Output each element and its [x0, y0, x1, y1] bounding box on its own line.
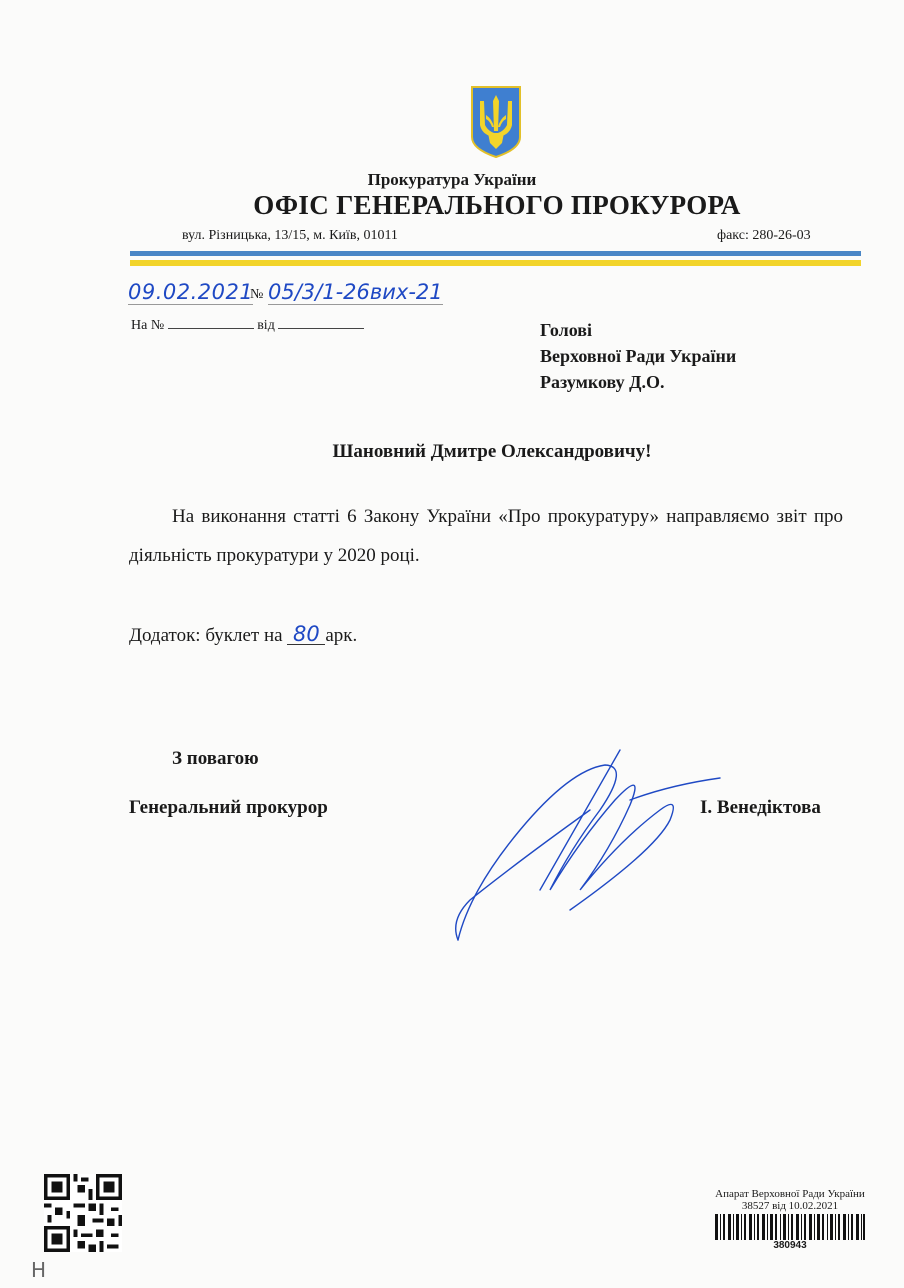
outgoing-date: 09.02.2021	[128, 280, 254, 304]
trident-coat-of-arms-icon	[470, 85, 522, 159]
reference-na-label: На №	[131, 318, 165, 333]
registration-office: Апарат Верховної Ради України	[715, 1188, 865, 1200]
registration-stamp	[700, 1188, 880, 1252]
reference-number-blank	[168, 328, 254, 329]
attachment-line	[129, 624, 357, 647]
organization-subtitle: Прокуратура України	[367, 170, 537, 189]
attachment-count: 80	[287, 624, 325, 645]
closing-regards: З повагою	[172, 748, 259, 769]
reference-line	[131, 318, 364, 334]
signer-name: І. Венедіктова	[700, 797, 821, 818]
attachment-label: Додаток: буклет на	[129, 625, 283, 646]
reference-date-blank	[278, 328, 364, 329]
organization-title: ОФІС ГЕНЕРАЛЬНОГО ПРОКУРОРА	[253, 190, 741, 220]
organization-address: вул. Різницька, 13/15, м. Київ, 01011	[182, 228, 398, 243]
addressee-line-1: Голові	[540, 320, 593, 340]
addressee-line-3: Разумкову Д.О.	[540, 372, 665, 392]
outgoing-number: 05/3/1-26вих-21	[268, 280, 443, 304]
reference-vid-label: від	[257, 318, 275, 333]
barcode	[715, 1214, 865, 1240]
handwritten-signature	[430, 740, 730, 950]
attachment-unit: арк.	[325, 625, 358, 646]
flag-stripe-blue	[130, 251, 861, 256]
number-sign: №	[250, 287, 264, 302]
organization-fax: факс: 280-26-03	[717, 228, 811, 243]
addressee-line-2: Верховної Ради України	[540, 346, 737, 366]
registration-entry: 38527 від 10.02.2021	[741, 1200, 839, 1212]
signer-position: Генеральний прокурор	[129, 797, 328, 818]
qr-code	[44, 1174, 122, 1252]
addressee-block	[540, 317, 736, 395]
salutation: Шановний Дмитре Олександровичу!	[332, 441, 652, 462]
flag-stripe-yellow	[130, 260, 861, 266]
corner-mark: Н	[31, 1258, 47, 1282]
body-paragraph: На виконання статті 6 Закону України «Про прокуратуру» направляємо звіт про діяльність прокуратури у 2020 році.	[129, 506, 843, 566]
barcode-number: 380943	[773, 1240, 807, 1251]
